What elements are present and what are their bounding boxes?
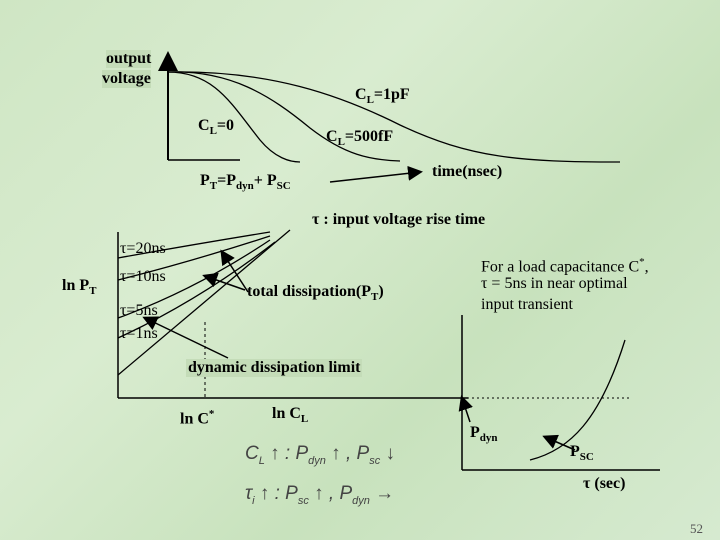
psc-label: $P_{SC}$ bbox=[570, 443, 594, 464]
formula-tau: $\tau_i$ ↑ : $P_{sc}$ ↑ , $P_{dyn}$ → bbox=[245, 483, 395, 507]
arrow-pdyn bbox=[462, 398, 470, 422]
tau-sec-label: τ (sec) bbox=[583, 475, 626, 492]
ln-pt-label: $\ln P_T$ bbox=[62, 277, 97, 298]
tau-10-label: τ=10ns bbox=[120, 268, 166, 285]
note-line-1: For a load capacitance C*, bbox=[481, 256, 649, 276]
time-arrow bbox=[330, 172, 420, 182]
tau-5-label: τ=5ns bbox=[120, 302, 158, 319]
tau-1-label: τ=1ns bbox=[120, 325, 158, 342]
cl-500ff-label: $C_L=500fF$ bbox=[326, 128, 394, 149]
page-number: 52 bbox=[690, 521, 703, 536]
note-line-2: τ = 5ns in near optimal bbox=[481, 275, 628, 292]
tau-definition: τ : input voltage rise time bbox=[312, 211, 486, 228]
note-line-3: input transient bbox=[481, 296, 573, 313]
pdyn-label: $P_{dyn}$ bbox=[470, 424, 498, 445]
pt-equation: $P_T=P_{dyn}+ P_{SC}$ bbox=[200, 172, 291, 193]
time-label: time(nsec) bbox=[432, 163, 503, 180]
total-dissipation-label: total $dissipation(P_T)$ bbox=[247, 283, 384, 304]
formula-cl: $C_L$ ↑ : $P_{dyn}$ ↑ , $P_{sc}$ ↓ bbox=[245, 443, 395, 467]
cl-0-label: $C_L=0$ bbox=[198, 117, 235, 138]
ln-c-star-label: ln C* bbox=[180, 408, 215, 428]
curve-pdyn-tau bbox=[530, 340, 625, 460]
dynamic-dissipation-limit-label: dynamic dissipation limit bbox=[188, 359, 361, 376]
tau-20-label: τ=20ns bbox=[120, 240, 166, 257]
ln-cl-label: $\ln C_L$ bbox=[272, 405, 309, 426]
cl-1pf-label: $C_L=1pF$ bbox=[355, 86, 410, 107]
output-voltage-label-1: output bbox=[106, 50, 152, 67]
output-voltage-label-2: voltage bbox=[102, 70, 151, 87]
